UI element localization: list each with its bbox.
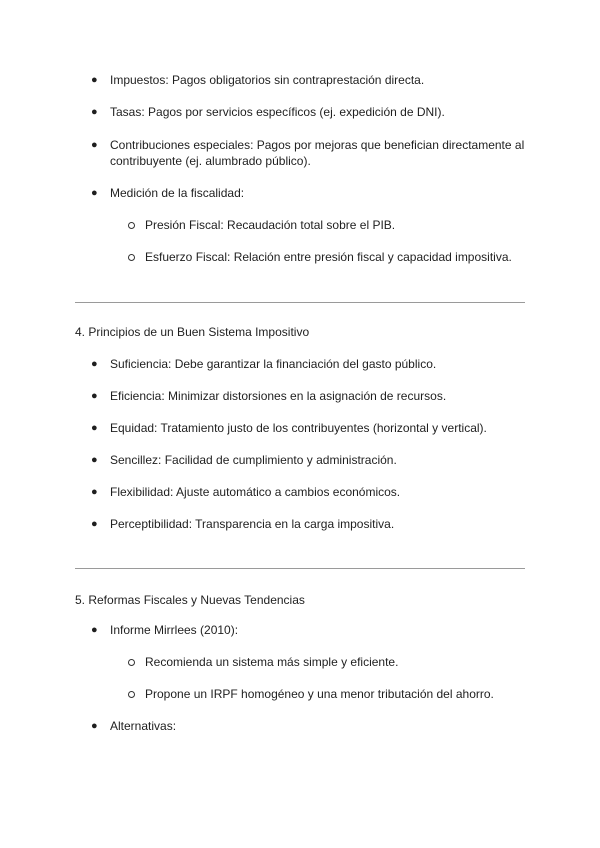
list-item-suficiencia: ● Suficiencia: Debe garantizar la financiación del gasto público.: [91, 357, 437, 371]
sub-item-esfuerzo-fiscal: Esfuerzo Fiscal: Relación entre presión fiscal y capacidad impositiva.: [145, 249, 545, 265]
circle-bullet-icon: [128, 222, 135, 229]
list-item-flexibilidad: ● Flexibilidad: Ajuste automático a cambios económicos.: [91, 485, 401, 499]
list-item-medicion: ● Medición de la fiscalidad:: [91, 186, 245, 200]
bullet-icon: ●: [91, 720, 98, 732]
circle-bullet-icon: [128, 659, 135, 666]
sub-item-propone: Propone un IRPF homogéneo y una menor tributación del ahorro.: [145, 686, 545, 702]
bullet-icon: ●: [91, 518, 98, 530]
list-item-contribuciones: ● Contribuciones especiales: Pagos por mejoras que benefician directamente al contribuyente (ej. alumbrado público).: [91, 138, 525, 168]
section-4-heading: 4. Principios de un Buen Sistema Impositivo: [75, 325, 310, 339]
list-item-equidad: ● Equidad: Tratamiento justo de los contribuyentes (horizontal y vertical).: [91, 421, 487, 435]
list-item-alternativas: ● Alternativas:: [91, 719, 177, 733]
bullet-icon: ●: [91, 139, 98, 151]
list-item-informe-mirrlees: ● Informe Mirrlees (2010):: [91, 623, 239, 637]
horizontal-rule: [75, 302, 525, 303]
bullet-icon: ●: [91, 624, 98, 636]
bullet-icon: ●: [91, 74, 98, 86]
list-item-eficiencia: ● Eficiencia: Minimizar distorsiones en la asignación de recursos.: [91, 389, 447, 403]
list-item-impuestos: ● Impuestos: Pagos obligatorios sin contraprestación directa.: [91, 73, 425, 87]
horizontal-rule: [75, 568, 525, 569]
bullet-icon: ●: [91, 358, 98, 370]
list-item-perceptibilidad: ● Perceptibilidad: Transparencia en la carga impositiva.: [91, 517, 395, 531]
list-item-sencillez: ● Sencillez: Facilidad de cumplimiento y administración.: [91, 453, 397, 467]
circle-bullet-icon: [128, 691, 135, 698]
section-5-heading: 5. Reformas Fiscales y Nuevas Tendencias: [75, 593, 305, 607]
sub-item-recomienda: Recomienda un sistema más simple y eficiente.: [145, 654, 545, 670]
circle-bullet-icon: [128, 254, 135, 261]
list-item-tasas: ● Tasas: Pagos por servicios específicos (ej. expedición de DNI).: [91, 105, 445, 119]
bullet-icon: ●: [91, 486, 98, 498]
bullet-icon: ●: [91, 390, 98, 402]
bullet-icon: ●: [91, 187, 98, 199]
sub-item-presion-fiscal: Presión Fiscal: Recaudación total sobre el PIB.: [145, 217, 545, 233]
bullet-icon: ●: [91, 106, 98, 118]
bullet-icon: ●: [91, 454, 98, 466]
bullet-icon: ●: [91, 422, 98, 434]
